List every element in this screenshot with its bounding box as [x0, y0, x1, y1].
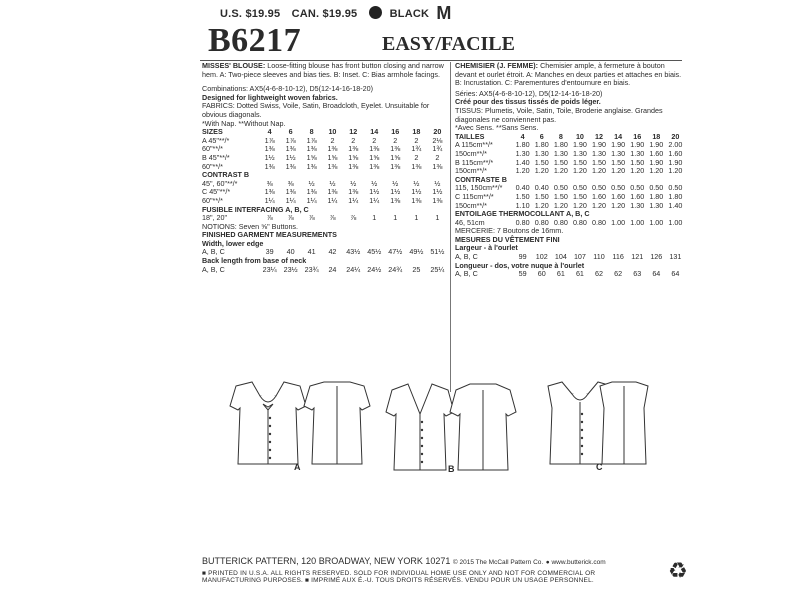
table-cell: 1¾ — [411, 144, 422, 154]
table-cell: 110 — [593, 252, 605, 262]
table-cell: ⅞ — [308, 213, 315, 223]
size-header-cell: 10 — [328, 127, 337, 137]
table-cell: 1⅜ — [390, 195, 401, 205]
table-cell: 1⅜ — [348, 161, 359, 171]
table-cell: 40 — [286, 247, 295, 257]
back-label-row — [202, 257, 448, 266]
row-label: A, B, C — [455, 252, 478, 262]
section-heading: FUSIBLE INTERFACING A, B, C — [202, 204, 309, 214]
table-cell: 1.30 — [630, 200, 645, 210]
publisher-address: BUTTERICK PATTERN, 120 BROADWAY, NEW YORK 10271 — [202, 556, 451, 566]
table-cell: ½ — [350, 178, 357, 188]
table-cell: 1.30 — [515, 148, 530, 158]
table-cell: 61 — [575, 269, 584, 279]
table-cell: 1.50 — [515, 191, 530, 201]
table-cell: 121 — [631, 252, 644, 262]
table-cell: 1.90 — [649, 140, 664, 150]
table-cell: 1.20 — [630, 166, 645, 176]
table-cell: 1⅜ — [327, 144, 338, 154]
table-cell: 1¼ — [264, 195, 275, 205]
table-cell: 1.80 — [515, 140, 530, 150]
table-cell: 1⅝ — [306, 152, 317, 162]
sizes-label: TAILLES — [455, 131, 485, 141]
row-label: 150cm**/* — [455, 166, 487, 176]
size-header-cell: 4 — [520, 131, 525, 141]
row-label: 115, 150cm**/* — [455, 183, 503, 193]
table-cell: ½ — [329, 178, 336, 188]
website-link[interactable]: ● www.butterick.com — [545, 559, 606, 566]
table-cell: 1.50 — [630, 157, 645, 167]
table-cell: 1.60 — [668, 148, 683, 158]
table-cell: 0.50 — [649, 183, 664, 193]
table-cell: 1¼ — [285, 195, 296, 205]
size-header-cell: 8 — [558, 131, 563, 141]
yardage-table-fr — [455, 133, 685, 279]
size-header-cell: 4 — [267, 127, 272, 137]
view-label-a: A — [294, 462, 301, 472]
table-cell: 62 — [614, 269, 623, 279]
table-cell: 1.60 — [649, 148, 664, 158]
table-cell: 1.20 — [592, 166, 607, 176]
price-can: CAN. $19.95 — [291, 8, 358, 20]
column-divider — [450, 62, 451, 392]
table-cell: 1.80 — [649, 191, 664, 201]
pattern-number: B6217 — [208, 22, 302, 59]
table-cell: 63 — [633, 269, 642, 279]
table-cell: 24 — [328, 264, 337, 274]
table-cell: ⅞ — [350, 213, 357, 223]
table-cell: 0.80 — [572, 217, 587, 227]
table-cell: 1 — [372, 213, 377, 223]
table-cell: 1⅞ — [264, 135, 275, 145]
table-cell: 1.80 — [534, 140, 549, 150]
table-cell: 47½ — [388, 247, 403, 257]
table-cell: 107 — [573, 252, 586, 262]
row-label: A 115cm**/* — [455, 140, 493, 150]
sizes-label: SIZES — [202, 127, 223, 137]
price-us: U.S. $19.95 — [220, 8, 281, 20]
table-cell: 1.00 — [611, 217, 626, 227]
table-cell: ⅞ — [329, 213, 336, 223]
table-cell: 1 — [435, 213, 440, 223]
table-cell: 39 — [265, 247, 274, 257]
table-cell: 1⅜ — [285, 187, 296, 197]
table-cell: 1.50 — [553, 157, 568, 167]
table-cell: 23¾ — [304, 264, 319, 274]
table-cell: 1¼ — [369, 195, 380, 205]
desc-text-en: Loose-fitting blouse has front button closing and narrow hem. A: Two-piece sleeves and bias ties. B: Inset. C: Bias armhole facings. — [202, 61, 444, 79]
table-cell: 25 — [412, 264, 421, 274]
table-cell: 0.50 — [592, 183, 607, 193]
table-cell: 1.00 — [630, 217, 645, 227]
contrast-b-heading — [202, 171, 448, 180]
sens-fr: *Avec Sens. **Sans Sens. — [455, 123, 539, 133]
description-en — [202, 62, 448, 79]
desc-title-en: MISSES' BLOUSE: — [202, 61, 266, 70]
table-cell: 1.50 — [534, 191, 549, 201]
view-a-front — [230, 382, 306, 464]
table-cell: 45½ — [367, 247, 382, 257]
size-header-cell: 20 — [671, 131, 680, 141]
table-cell: 41 — [307, 247, 316, 257]
table-cell: 1.20 — [534, 166, 549, 176]
view-b-front — [386, 384, 454, 470]
table-cell: 1⅜ — [264, 161, 275, 171]
table-cell: 43½ — [346, 247, 361, 257]
table-cell: 1½ — [264, 152, 275, 162]
footer-address-line — [202, 556, 606, 566]
table-cell: 1⅜ — [306, 144, 317, 154]
table-cell: ⅞ — [266, 213, 273, 223]
table-cell: 1.50 — [553, 191, 568, 201]
size-header-cell: 12 — [349, 127, 358, 137]
table-note: Longueur - dos, votre nuque à l'ourlet — [455, 260, 585, 270]
table-cell: ½ — [371, 178, 378, 188]
table-cell: 1.50 — [592, 157, 607, 167]
table-cell: 1⅝ — [390, 152, 401, 162]
size-header-cell: 12 — [595, 131, 604, 141]
table-cell: 0.50 — [553, 183, 568, 193]
table-cell: 59 — [518, 269, 527, 279]
table-cell: 51½ — [430, 247, 445, 257]
yardage-table-en — [202, 128, 448, 274]
designed-for-en: Designed for lightweight woven fabrics. — [202, 92, 338, 102]
table-cell: 1⅜ — [348, 144, 359, 154]
table-cell: 1.30 — [572, 148, 587, 158]
table-cell: 1.00 — [649, 217, 664, 227]
table-cell: 1.90 — [611, 140, 626, 150]
row-label: 46, 51cm — [455, 217, 485, 227]
price-line — [220, 3, 460, 24]
table-cell: 1⅜ — [432, 161, 443, 171]
row-label: A, B, C — [202, 264, 225, 274]
table-cell: 2 — [393, 135, 398, 145]
table-cell: 1⅝ — [369, 152, 380, 162]
table-cell: 1.30 — [649, 200, 664, 210]
table-cell: 1⅜ — [285, 144, 296, 154]
section-heading: MESURES DU VÊTEMENT FINI — [455, 234, 560, 244]
table-cell: ½ — [308, 178, 315, 188]
table-cell: 1⅜ — [285, 161, 296, 171]
table-cell: 1½ — [390, 187, 401, 197]
size-header-cell: 16 — [391, 127, 400, 137]
size-header-cell: 8 — [309, 127, 314, 137]
table-cell: 0.80 — [592, 217, 607, 227]
table-cell: 104 — [554, 252, 567, 262]
created-for-fr: Créé pour des tissus tissés de poids léger. — [455, 97, 601, 107]
row-label: C 115cm**/* — [455, 191, 494, 201]
series-fr: Séries: AX5(4-6-8-10-12), D5(12-14-16-18-20) — [455, 88, 603, 98]
row-label: 150cm**/* — [455, 148, 487, 158]
size-header-cell: 6 — [288, 127, 293, 137]
table-cell: 0.50 — [668, 183, 683, 193]
table-cell: ½ — [413, 178, 420, 188]
table-cell: 2 — [414, 152, 419, 162]
copyright: © 2015 The McCall Pattern Co. — [452, 559, 544, 566]
section-heading: FINISHED GARMENT MEASUREMENTS — [202, 230, 337, 240]
table-cell: 24¼ — [346, 264, 361, 274]
table-cell: 1.20 — [534, 200, 549, 210]
table-cell: 1½ — [285, 152, 296, 162]
table-cell: 1⅜ — [411, 195, 422, 205]
color-name: BLACK — [389, 8, 430, 20]
size-header-cell: 6 — [539, 131, 544, 141]
desc-title-fr: CHEMISIER (J. FEMME): — [455, 61, 539, 70]
garment-illustrations — [200, 378, 680, 478]
table-cell: 1.20 — [553, 166, 568, 176]
table-cell: 1.60 — [630, 191, 645, 201]
table-cell: 1.20 — [572, 200, 587, 210]
table-cell: 1.00 — [668, 217, 683, 227]
table-cell: 2 — [372, 135, 377, 145]
table-cell: 126 — [650, 252, 663, 262]
table-cell: 1⅜ — [264, 144, 275, 154]
table-cell: 2 — [351, 135, 356, 145]
table-cell: 1⅜ — [327, 187, 338, 197]
table-cell: 1.90 — [572, 140, 587, 150]
table-note: Width, lower edge — [202, 238, 264, 248]
table-cell: 1.90 — [630, 140, 645, 150]
table-cell: 1½ — [411, 187, 422, 197]
table-cell: 1.60 — [611, 191, 626, 201]
table-cell: 1.20 — [553, 200, 568, 210]
row-label: 18", 20" — [202, 213, 228, 223]
table-cell: 64 — [652, 269, 661, 279]
row-label: C 45"**/* — [202, 187, 231, 197]
size-header-cell: 18 — [412, 127, 421, 137]
table-cell: ⅜ — [266, 178, 273, 188]
table-cell: 1⅜ — [264, 187, 275, 197]
table-cell: 1.80 — [553, 140, 568, 150]
size-header-cell: 14 — [614, 131, 623, 141]
table-cell: 1.30 — [611, 148, 626, 158]
table-cell: 1⅜ — [390, 144, 401, 154]
table-cell: 1.50 — [572, 157, 587, 167]
view-label-c: C — [596, 462, 603, 472]
table-cell: 1.20 — [611, 166, 626, 176]
table-cell: 1.20 — [592, 200, 607, 210]
recycle-icon: ♻ — [668, 558, 688, 583]
table-cell: 1.90 — [668, 157, 683, 167]
table-cell: 1.90 — [649, 157, 664, 167]
size-header-cell: 14 — [370, 127, 379, 137]
view-a-back — [304, 382, 370, 464]
table-cell: 99 — [518, 252, 527, 262]
table-cell: 2 — [435, 152, 440, 162]
table-cell: 1.60 — [592, 191, 607, 201]
tissus-fr: TISSUS: Plumetis, Voile, Satin, Toile, Broderie anglaise. Grandes diagonales ne conviennent pas. — [455, 105, 663, 124]
table-cell: 2 — [330, 135, 335, 145]
table-cell: 1⅜ — [306, 161, 317, 171]
nap-en: *With Nap. **Without Nap. — [202, 118, 286, 128]
table-cell: 25¼ — [430, 264, 445, 274]
table-cell: 116 — [612, 252, 624, 262]
table-cell: 1.50 — [534, 157, 549, 167]
row-label: 60"**/* — [202, 195, 223, 205]
table-cell: 1.30 — [630, 148, 645, 158]
table-cell: 131 — [669, 252, 682, 262]
table-cell: 0.40 — [515, 183, 530, 193]
table-cell: 1⅝ — [348, 152, 359, 162]
table-cell: 0.80 — [534, 217, 549, 227]
table-cell: 1.30 — [553, 148, 568, 158]
table-cell: 1⅜ — [411, 161, 422, 171]
sizes-row — [202, 128, 448, 137]
fusible-heading — [202, 206, 448, 215]
table-cell: 1.20 — [668, 166, 683, 176]
table-cell: 24½ — [367, 264, 382, 274]
description-fr — [455, 62, 685, 88]
table-cell: 1⅜ — [390, 161, 401, 171]
table-cell: 0.50 — [572, 183, 587, 193]
table-cell: 1.50 — [611, 157, 626, 167]
row-label: 45", 60"**/* — [202, 178, 238, 188]
row-label: 150cm**/* — [455, 200, 487, 210]
table-cell: 1.20 — [649, 166, 664, 176]
table-cell: 1.50 — [572, 191, 587, 201]
row-label: B 45"**/* — [202, 152, 230, 162]
table-cell: 0.50 — [630, 183, 645, 193]
table-cell: 1¼ — [348, 195, 359, 205]
view-c-back — [600, 382, 648, 464]
table-cell: 1.20 — [611, 200, 626, 210]
table-cell: 0.50 — [611, 183, 626, 193]
table-row — [202, 266, 448, 275]
longueur-label-row — [455, 262, 685, 271]
row-label: 60"**/* — [202, 144, 223, 154]
table-cell: 1⅜ — [432, 195, 443, 205]
table-cell: 0.40 — [534, 183, 549, 193]
table-cell: 2 — [414, 135, 419, 145]
table-cell: 1⅜ — [348, 187, 359, 197]
table-cell: ⅞ — [287, 213, 294, 223]
table-cell: 1.20 — [572, 166, 587, 176]
table-cell: 1 — [414, 213, 419, 223]
table-cell: 2.00 — [668, 140, 683, 150]
table-cell: 1¼ — [327, 195, 338, 205]
table-cell: 1.40 — [515, 157, 530, 167]
table-cell: 1⅜ — [369, 144, 380, 154]
table-cell: 24¾ — [388, 264, 403, 274]
table-cell: 1¼ — [306, 195, 317, 205]
size-header-cell: 18 — [652, 131, 661, 141]
view-label-b: B — [448, 464, 455, 474]
table-cell: 49½ — [409, 247, 424, 257]
table-row — [202, 145, 448, 154]
table-cell: 1½ — [432, 187, 443, 197]
size-header-cell: 10 — [575, 131, 584, 141]
table-cell: 61 — [556, 269, 565, 279]
table-cell: 1 — [393, 213, 398, 223]
table-cell: 23¼ — [262, 264, 277, 274]
french-column — [455, 62, 685, 279]
table-cell: 1½ — [369, 187, 380, 197]
table-cell: 102 — [535, 252, 548, 262]
table-cell: 1⅜ — [306, 187, 317, 197]
table-cell: 0.80 — [515, 217, 530, 227]
row-label: 60"**/* — [202, 161, 223, 171]
fabrics-en: FABRICS: Dotted Swiss, Voile, Satin, Broadcloth, Eyelet. Unsuitable for obvious diagonals. — [202, 101, 430, 119]
table-row — [455, 270, 685, 279]
table-cell: 1.40 — [668, 200, 683, 210]
table-cell: 1.10 — [515, 200, 530, 210]
table-cell: 1¾ — [432, 144, 443, 154]
table-cell: 1⅞ — [306, 135, 317, 145]
table-cell: ½ — [392, 178, 399, 188]
table-note: NOTIONS: Seven ⅝" Buttons. — [202, 221, 299, 231]
legal-notice: ■ PRINTED IN U.S.A. ALL RIGHTS RESERVED. SOLD FOR INDIVIDUAL HOME USE ONLY AND NOT FOR COMMERCIAL OR MANUFACTURING PURPOSES. ■ IMPRIMÉ AUX É.-U. TOUS DROITS RÉSERVÉS. VENDU POUR UN USAGE PERSONNEL. — [202, 570, 596, 584]
row-label: A, B, C — [202, 247, 225, 257]
section-heading: CONTRASTE B — [455, 174, 507, 184]
table-note: Back length from base of neck — [202, 256, 307, 266]
size-header-cell: 16 — [633, 131, 642, 141]
table-cell: 1.30 — [534, 148, 549, 158]
size-letter: M — [436, 3, 452, 23]
row-label: B 115cm**/* — [455, 157, 494, 167]
table-cell: 23½ — [283, 264, 298, 274]
table-cell: 1.30 — [592, 148, 607, 158]
view-b-back — [450, 384, 516, 470]
table-cell: 0.80 — [553, 217, 568, 227]
table-cell: 64 — [671, 269, 680, 279]
table-cell: ½ — [434, 178, 441, 188]
color-dot-icon — [369, 6, 382, 19]
table-cell: 60 — [537, 269, 546, 279]
row-label: A 45"**/* — [202, 135, 230, 145]
english-column — [202, 62, 448, 274]
table-cell: 2⅛ — [432, 135, 443, 145]
desc-text-fr: Chemisier ample, à fermeture à bouton devant et ourlet étroit. A: Manches en deux parties et attaches en biais. B: Incrustation. C: Parementures d'entournure en biais. — [455, 61, 682, 88]
table-note: Largeur - à l'ourlet — [455, 243, 518, 253]
table-cell: 1⅜ — [369, 161, 380, 171]
table-cell: 1.90 — [592, 140, 607, 150]
difficulty-label: EASY/FACILE — [382, 33, 515, 55]
row-label: A, B, C — [455, 269, 478, 279]
table-cell: 1⅜ — [327, 161, 338, 171]
table-cell: 1⅞ — [285, 135, 296, 145]
table-cell: 62 — [595, 269, 604, 279]
table-note: MERCERIE: 7 Boutons de 16mm. — [455, 226, 564, 236]
combinations-en: Combinations: AX5(4-6-8-10-12), D5(12-14-16-18-20) — [202, 84, 373, 94]
table-cell: ⅜ — [287, 178, 294, 188]
table-cell: 42 — [328, 247, 337, 257]
section-heading: ENTOILAGE THERMOCOLLANT A, B, C — [455, 209, 590, 219]
table-cell: 1⅝ — [327, 152, 338, 162]
section-heading: CONTRAST B — [202, 170, 250, 180]
table-cell: 1.20 — [515, 166, 530, 176]
table-cell: 1.80 — [668, 191, 683, 201]
size-header-cell: 20 — [433, 127, 442, 137]
